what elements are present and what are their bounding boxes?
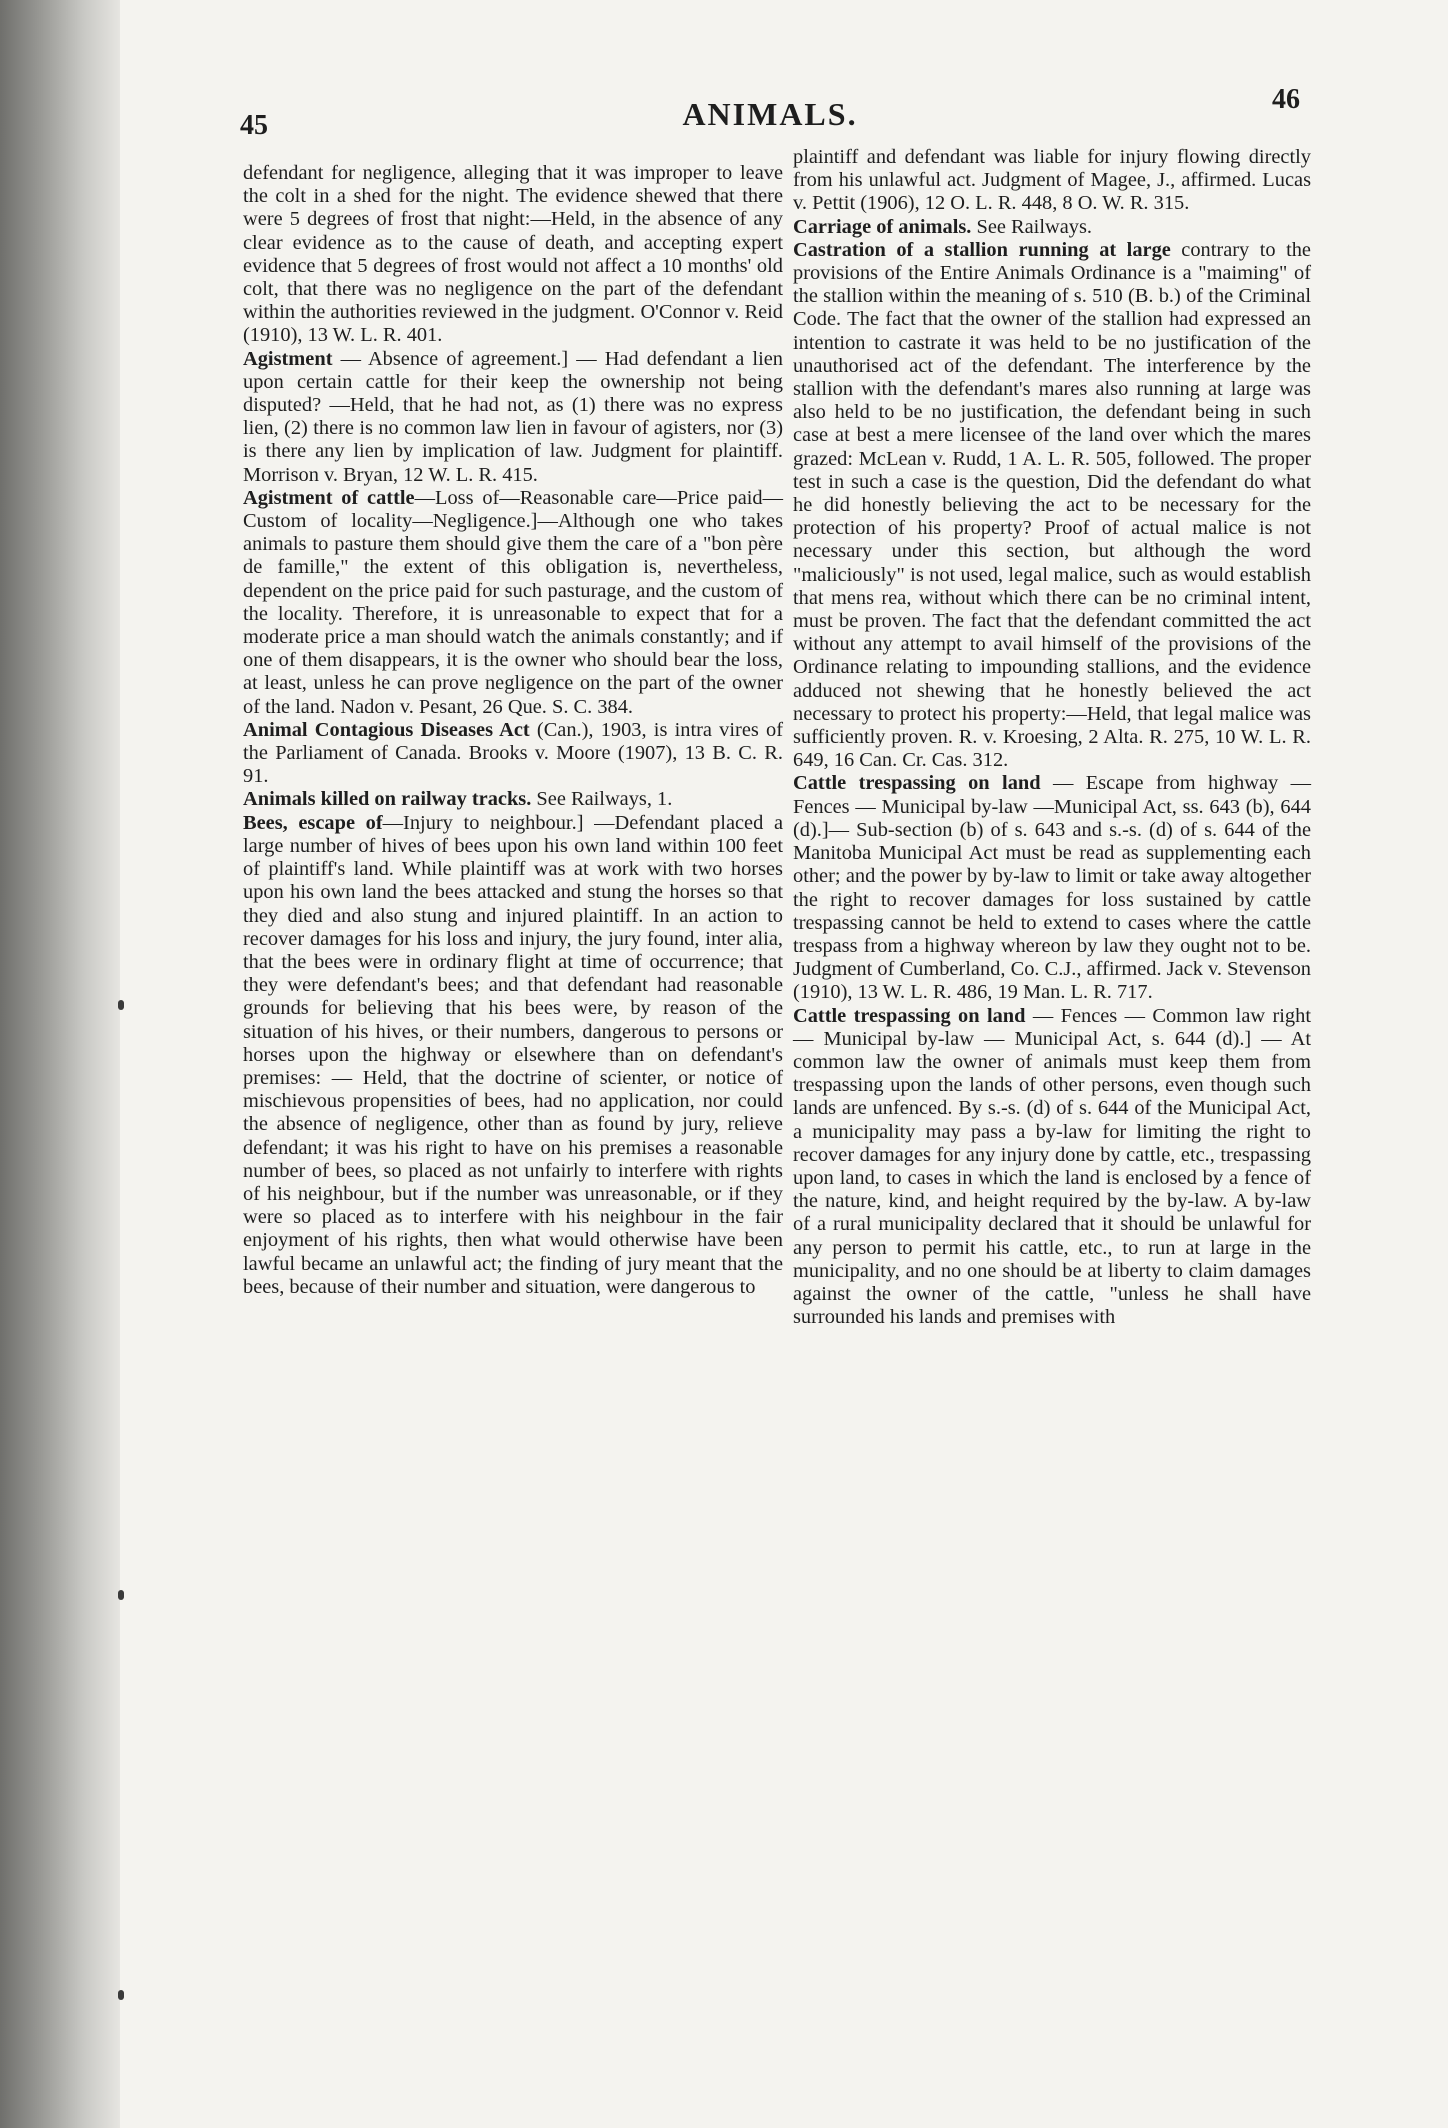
- entry-text: See Railways.: [971, 215, 1093, 238]
- entry-agistment-cattle: [243, 487, 783, 719]
- left-column: [243, 162, 783, 1299]
- running-header: [240, 76, 1300, 141]
- right-column: [793, 146, 1311, 1329]
- entry-agistment: [243, 348, 783, 487]
- entry-text: — Fences — Common law right — Municipal by-law — Municipal Act, s. 644 (d).] — At common law the owner of animals must keep them from trespassing upon the lands of other persons, even though such lands are unfenced. By s.-s. (d) of s. 644 of the Municipal Act, a municipality may pass a by-law for limiting the right to recover damages for any injury done by cattle, etc., trespassing upon land, to cases in which the land is enclosed by a fence of the nature, kind, and height required by the by-law. A by-law of a rural municipality declared that it should be unlawful for any person to permit his cattle, etc., to run at large in the municipality, and no one should be at liberty to claim damages against the owner of the cattle, "unless he shall have surrounded his lands and premises with: [793, 1004, 1311, 1329]
- running-title: ANIMALS.: [682, 96, 858, 132]
- entry-text: See Railways, 1.: [531, 788, 673, 811]
- left-page-number: 45: [240, 110, 268, 141]
- entry-heading: Animals killed on railway tracks.: [243, 788, 532, 811]
- entry-heading: Carriage of animals.: [793, 215, 972, 238]
- entry-text: —Injury to neighbour.] —Defendant placed a large number of hives of bees upon his own land within 100 feet of plaintiff's land. While plaintiff was at work with two horses upon his own land the bees attacked and stung the horses so that they died and also stung and injured plaintiff. In an action to recover damages for his loss and injury, the jury found, inter alia, that the bees were in ordinary flight at time of occurrence; that they were defendant's bees; and that defendant had reasonable grounds for believing that his bees were, by reason of the situation of his hives, or their numbers, dangerous to persons or horses upon the highway or elsewhere than on defendant's premises: — Held, that the doctrine of scienter, or notice of mischievous propensities of bees, had no application, nor could the absence of negligence, other than as found by jury, relieve defendant; it was his right to have on his premises a reasonable number of bees, so placed as not unfairly to interfere with rights of his neighbour, but if the number was unreasonable, or if they were so placed as to interfere with his neighbour in the fair enjoyment of his rights, then what would otherwise have been lawful became an unlawful act; the finding of jury meant that the bees, because of their number and situation, were dangerous to: [243, 811, 784, 1298]
- book-binding: [0, 0, 120, 2128]
- entry-heading: Cattle trespassing on land: [793, 1004, 1026, 1027]
- spine-mark: [118, 1000, 124, 1010]
- entry-text: —Loss of—Reasonable care—Price paid—Custom of locality—Negligence.]—Although one who takes animals to pasture them should give them the care of a "bon père de famille," the extent of this obligation is, nevertheless, dependent on the price paid for such pasturage, and the custom of the locality. Therefore, it is unreasonable to expect that for a moderate price a man should watch the animals constantly; and if one of them disappears, it is the owner who should bear the loss, at least, unless he can prove negligence on the part of the owner of the land. Nadon v. Pesant, 26 Que. S. C. 384.: [243, 486, 784, 718]
- entry-cattle-trespass-2: [793, 1005, 1311, 1330]
- entry-contagious-diseases: [243, 719, 783, 789]
- entry-text: (Can.), 1903, is intra vires of the Parliament of Canada. Brooks v. Moore (1907), 13 B. C. R. 91.: [243, 718, 783, 788]
- entry-bees: [243, 812, 783, 1299]
- entry-castration: [793, 239, 1311, 773]
- entry-heading: Bees, escape of: [243, 811, 383, 834]
- entry-heading: Animal Contagious Diseases Act: [243, 718, 530, 741]
- entry-text: plaintiff and defendant was liable for injury flowing directly from his unlawful act. Judgment of Magee, J., affirmed. Lucas v. Pettit (1906), 12 O. L. R. 448, 8 O. W. R. 315.: [793, 146, 1311, 215]
- entry-animals-killed: [243, 788, 783, 811]
- entry-cattle-trespass-1: [793, 772, 1311, 1004]
- entry-text: contrary to the provisions of the Entire Animals Ordinance is a "maiming" of the stallion within the meaning of s. 510 (B. b.) of the Criminal Code. The fact that the owner of the stallion had expressed an intention to castrate it was held to be no justification of the unauthorised act of the defendant. The interference by the stallion with the defendant's mares also running at large was also held to be no justification, the defendant being in such case at best a mere licensee of the land over which the mares grazed: McLean v. Rudd, 1 A. L. R. 505, followed. The proper test in such a case is the question, Did the defendant do what he did honestly believing the act to be necessary for the protection of his property? Proof of actual malice is not necessary under this section, but although the word "maliciously" is not used, legal malice, such as would establish that mens rea, without which there can be no criminal intent, must be proven. The fact that the defendant committed the act without any attempt to avail himself of the provisions of the Ordinance relating to impounding stallions, and the evidence adduced not shewing that he honestly believed the act necessary to protect his property:—Held, that legal malice was sufficiently proven. R. v. Kroesing, 2 Alta. R. 275, 10 W. L. R. 649, 16 Can. Cr. Cas. 312.: [793, 238, 1311, 772]
- entry-continuation: [793, 146, 1311, 216]
- entry-continuation: [243, 162, 783, 348]
- entry-heading: Agistment: [243, 347, 333, 370]
- entry-heading: Castration of a stallion running at large: [793, 238, 1171, 261]
- entry-text: — Absence of agreement.] — Had defendant a lien upon certain cattle for their keep the ownership not being disputed? —Held, that he had not, as (1) there was no express lien, (2) there is no common law lien in favour of agisters, nor (3) is there any lien by implication of law. Judgment for plaintiff. Morrison v. Bryan, 12 W. L. R. 415.: [243, 347, 783, 486]
- entry-heading: Cattle trespassing on land: [793, 772, 1041, 795]
- entry-text: — Escape from highway — Fences — Municipal by-law —Municipal Act, ss. 643 (b), 644 (d).]— Sub-section (b) of s. 643 and s.-s. (d) of s. 644 of the Manitoba Municipal Act must be read as supplementing each other; and the power by by-law to limit or take away altogether the right to recover damages for loss sustained by cattle trespassing cannot be held to extend to cases where the cattle trespass from a highway whereon by law they ought not to be. Judgment of Cumberland, Co. C.J., affirmed. Jack v. Stevenson (1910), 13 W. L. R. 486, 19 Man. L. R. 717.: [793, 772, 1311, 1004]
- entry-carriage: [793, 216, 1311, 239]
- spine-mark: [118, 1590, 124, 1600]
- entry-heading: Agistment of cattle: [243, 486, 415, 509]
- right-page-number: 46: [1272, 84, 1300, 115]
- spine-mark: [118, 1990, 124, 2000]
- entry-text: defendant for negligence, alleging that it was improper to leave the colt in a shed for the night. The evidence shewed that there were 5 degrees of frost that night:—Held, in the absence of any clear evidence as to the cause of death, and accepting expert evidence that 5 degrees of frost would not affect a 10 months' old colt, that there was no negligence on the part of the defendant within the authorities reviewed in the judgment. O'Connor v. Reid (1910), 13 W. L. R. 401.: [243, 162, 783, 347]
